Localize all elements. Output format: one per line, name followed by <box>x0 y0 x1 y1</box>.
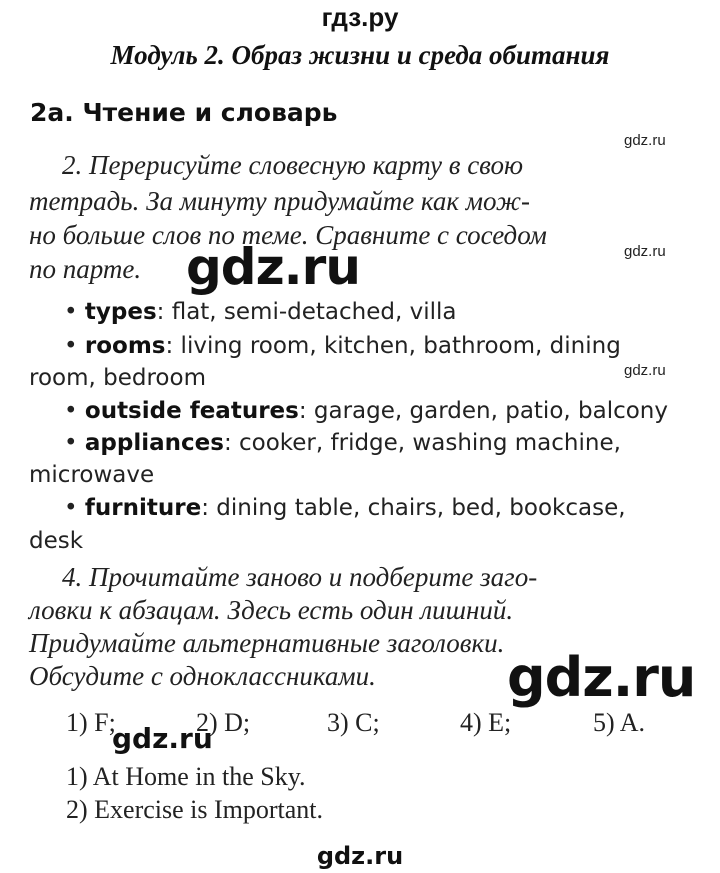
word-map-values: : garage, garden, patio, balcony <box>298 398 669 424</box>
task-2-line: но больше слов по теме. Сравните с соседом <box>29 220 547 250</box>
task-2-line: по парте. <box>29 254 142 284</box>
word-map-continuation: microwave <box>29 462 155 488</box>
bullet: • <box>64 398 78 424</box>
site-header: гдз.ру <box>321 2 399 32</box>
task-4-line: Придумайте альтернативные заголовки. <box>29 628 505 658</box>
bullet: • <box>64 430 78 456</box>
section-title: 2a. Чтение и словарь <box>30 98 338 127</box>
heading-item: 1) At Home in the Sky. <box>66 762 306 791</box>
word-map-item <box>64 495 626 521</box>
task-4-line: ловки к абзацам. Здесь есть один лишний. <box>29 595 514 625</box>
watermark-large: gdz.ru <box>186 238 360 296</box>
task-2-line: тетрадь. За минуту придумайте как мож- <box>29 186 530 216</box>
answer-item: 2) D; <box>196 708 251 737</box>
word-map-continuation: room, bedroom <box>29 365 206 391</box>
answer-item: 3) C; <box>327 708 380 737</box>
module-title: Модуль 2. Образ жизни и среда обитания <box>110 40 610 70</box>
word-map-item <box>64 430 621 456</box>
word-map-continuation: desk <box>29 528 84 554</box>
word-map-values: : dining table, chairs, bed, bookcase, <box>201 495 626 521</box>
answer-item: 1) F; <box>66 708 116 737</box>
answer-item: 4) E; <box>460 708 512 737</box>
word-map-term: types <box>84 299 157 325</box>
word-map-term: outside features <box>84 398 299 424</box>
word-map-item <box>64 299 456 325</box>
word-map-term: furniture <box>84 495 202 521</box>
footer-watermark: gdz.ru <box>316 842 404 870</box>
watermark-small: gdz.ru <box>624 362 666 379</box>
watermark-small: gdz.ru <box>624 132 666 149</box>
word-map-item <box>64 333 621 359</box>
word-map-term: appliances <box>84 430 224 456</box>
watermark-small: gdz.ru <box>624 243 666 260</box>
bullet: • <box>64 333 78 359</box>
heading-item: 2) Exercise is Important. <box>66 795 324 824</box>
bullet: • <box>64 495 78 521</box>
task-4-line: Обсудите с одноклассниками. <box>29 661 376 691</box>
answer-item: 5) A. <box>593 708 645 737</box>
watermark-medium: gdz.ru <box>112 722 213 755</box>
watermark-large: gdz.ru <box>507 646 696 709</box>
word-map-values: : cooker, fridge, washing machine, <box>223 430 621 456</box>
task-2-line: 2. Перерисуйте словесную карту в свою <box>62 150 524 180</box>
word-map-values: : living room, kitchen, bathroom, dining <box>165 333 621 359</box>
word-map-values: : flat, semi-detached, villa <box>156 299 457 325</box>
task-4-line: 4. Прочитайте заново и подберите заго- <box>62 562 538 592</box>
bullet: • <box>64 299 78 325</box>
word-map-item <box>64 398 668 424</box>
word-map-term: rooms <box>84 333 166 359</box>
